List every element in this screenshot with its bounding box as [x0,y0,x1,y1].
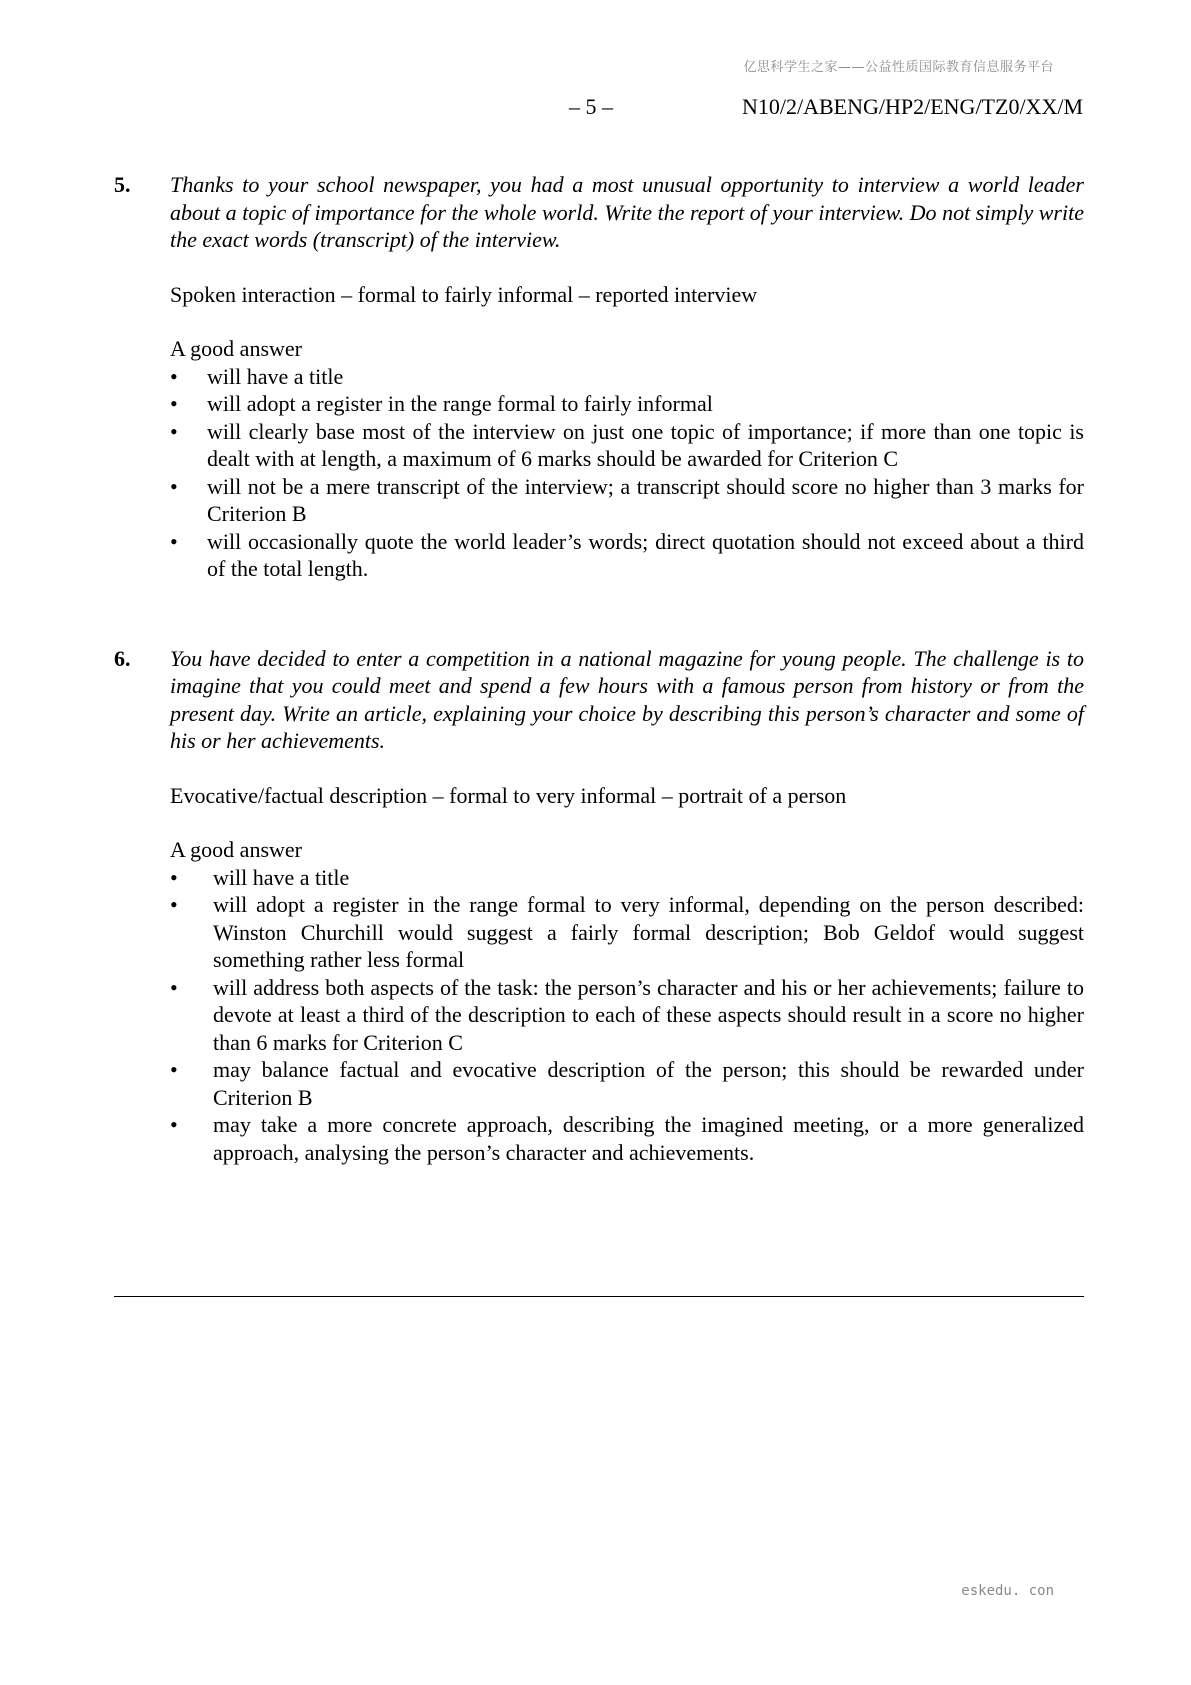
bullet-icon: • [170,418,178,444]
text-type-descriptor: Spoken interaction – formal to fairly informal – reported interview [170,281,758,307]
bullet-icon: • [170,363,178,389]
question-prompt: You have decided to enter a competition in a national magazine for young people. The challenge is to imagine that you could meet and spend a few hours with a famous person from history or from the present day. Write an article, explaining your choice by describing this person’s character and some of his or her achievements. [170,645,1084,753]
list-item [170,363,1084,391]
criterion-text: will adopt a register in the range formal to fairly informal [207,391,713,416]
bullet-icon: • [170,1057,178,1082]
page-number: – 5 – [569,94,613,119]
criterion-text: may balance factual and evocative description of the person; this should be rewarded under Criterion B [213,1057,1084,1110]
criterion-text: will have a title [207,363,344,389]
bullet-icon: • [170,528,178,554]
list-item [170,974,1084,1057]
criterion-text: will clearly base most of the interview on just one topic of importance; if more than one topic is dealt with at length, a maximum of 6 marks should be awarded for Criterion C [207,418,1084,471]
criterion-text: will address both aspects of the task: the person’s character and his or her achievements; failure to devote at least a third of the description to each of these aspects should result in a score no higher than 6 marks for Criterion C [213,974,1084,1055]
list-item [170,891,1084,974]
list-item [170,864,1084,892]
bullet-icon: • [170,974,178,1000]
document-code: N10/2/ABENG/HP2/ENG/TZ0/XX/M [742,94,1083,119]
markscheme-content [114,171,1084,1166]
criterion-text: will adopt a register in the range formal to very informal, depending on the person described: Winston Churchill would suggest a fairly formal description; Bob Geldof would suggest something rather less formal [213,892,1084,972]
section-divider [114,1296,1084,1297]
criteria-list [170,864,1084,1167]
text-type-descriptor: Evocative/factual description – formal to very informal – portrait of a person [170,782,847,808]
criterion-text: will occasionally quote the world leader’s words; direct quotation should not exceed about a third of the total length. [207,528,1084,581]
list-item [170,473,1084,528]
good-answer-label: A good answer [170,837,302,862]
list-item [170,528,1084,583]
question-5 [114,171,1084,583]
criterion-text: may take a more concrete approach, describing the imagined meeting, or a more generalized approach, analysing the person’s character and achievements. [213,1112,1084,1165]
list-item [170,390,1084,418]
criteria-list [170,363,1084,583]
good-answer-label: A good answer [170,336,302,361]
bullet-icon: • [170,892,178,917]
list-item [170,418,1084,473]
bullet-icon: • [170,473,178,499]
question-6 [114,645,1084,1167]
question-number: 6. [114,645,131,671]
bullet-icon: • [170,391,178,416]
bullet-icon: • [170,1112,178,1137]
list-item [170,1111,1084,1166]
watermark-bottom: eskedu. con [961,1583,1054,1599]
question-prompt: Thanks to your school newspaper, you had a most unusual opportunity to interview a world leader about a topic of importance for the whole world. Write the report of your interview. Do not simply write the exact words (transcript) of the interview. [170,172,1084,252]
list-item [170,1056,1084,1111]
criterion-text: will have a title [213,864,350,890]
question-number: 5. [114,172,131,197]
watermark-top: 亿思科学生之家——公益性质国际教育信息服务平台 [743,60,1054,75]
criterion-text: will not be a mere transcript of the interview; a transcript should score no higher than 3 marks for Criterion B [207,473,1084,526]
bullet-icon: • [170,864,178,890]
